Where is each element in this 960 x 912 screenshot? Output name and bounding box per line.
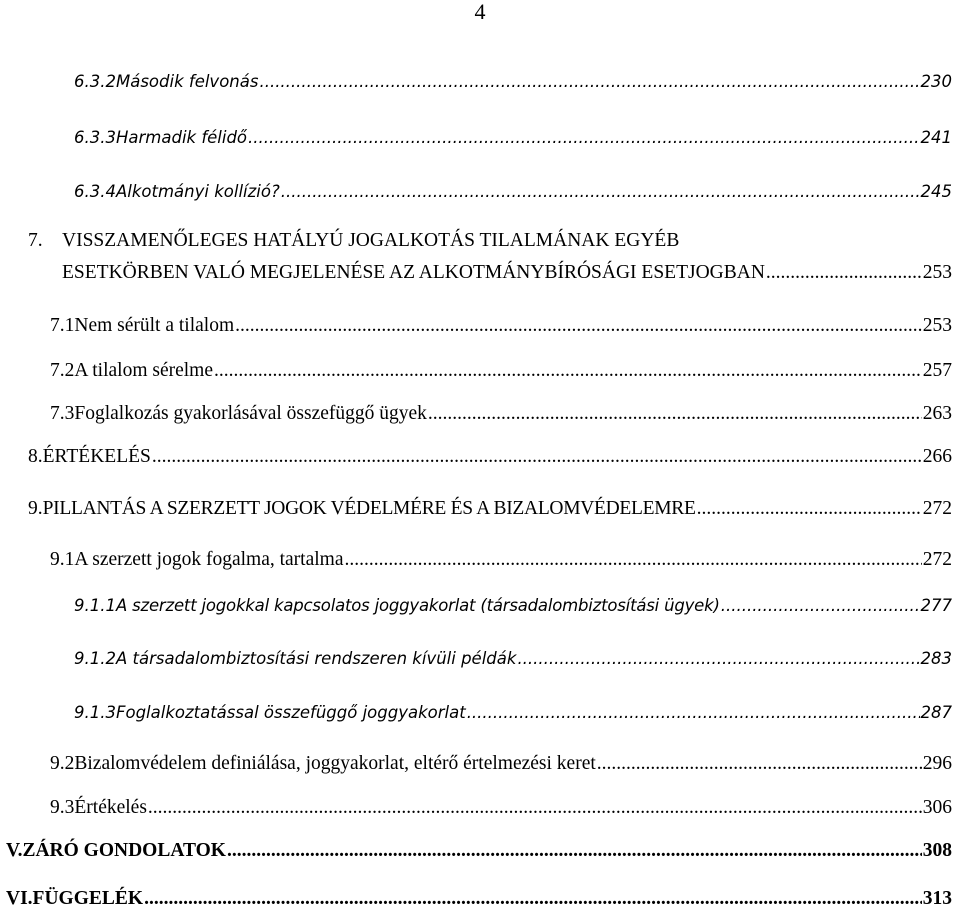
dot-leader [227,840,922,862]
toc-entry[interactable] [0,315,960,337]
toc-page: 306 [922,797,952,818]
toc-entry[interactable] [0,840,960,862]
toc-number: 6.3.2 [74,72,116,91]
toc-page: 253 [922,262,952,283]
toc-number: 9.1.1 [74,596,116,615]
toc-entry-line2[interactable] [0,262,960,284]
toc-page: 266 [922,446,952,467]
dot-leader [597,753,922,775]
dot-leader [248,128,919,147]
toc-page: 263 [922,403,952,424]
toc-entry[interactable] [0,403,960,425]
toc-title: Nem sérült a tilalom [74,315,235,336]
toc-title-continued: ESETKÖRBEN VALÓ MEGJELENÉSE AZ ALKOTMÁNYBÍRÓSÁGI ESETJOGBAN [62,262,765,283]
toc-entry[interactable] [0,797,960,819]
toc-entry[interactable] [0,446,960,468]
toc-number: VI. [6,888,33,909]
toc-title: A szerzett jogokkal kapcsolatos joggyakorlat (társadalombiztosítási ügyek) [115,596,720,615]
toc-entry[interactable] [0,703,960,722]
toc-title: Foglalkozás gyakorlásával összefüggő ügyek [74,403,427,424]
page-number: 4 [474,0,486,24]
dot-leader [467,703,920,722]
toc-page: 277 [920,596,952,615]
toc-page: 257 [922,360,952,381]
toc-entry[interactable] [0,888,960,910]
toc-number: 9.2 [50,753,75,774]
dot-leader [152,446,922,468]
toc-number: 6.3.4 [74,182,116,201]
toc-page: 253 [922,315,952,336]
toc-title: FÜGGELÉK [32,888,144,909]
toc-page: 313 [922,888,952,909]
toc-number: 6.3.3 [74,128,116,147]
toc-entry[interactable] [0,498,960,520]
toc-number: 9.1 [50,549,75,570]
toc-number: V. [6,840,23,861]
toc-page: 230 [920,72,952,91]
toc-title: PILLANTÁS A SZERZETT JOGOK VÉDELMÉRE ÉS A BIZALOMVÉDELEMRE [42,498,696,519]
toc-entry[interactable] [0,360,960,382]
toc-page: 272 [922,498,952,519]
toc-title: ÉRTÉKELÉS [42,446,151,467]
toc-page: 287 [920,703,952,722]
dot-leader [428,403,922,425]
toc-number: 9.1.2 [74,649,116,668]
toc-title: A tilalom sérelme [74,360,214,381]
toc-entry[interactable] [0,596,960,615]
toc-entry[interactable] [0,72,960,91]
toc-number: 7.2 [50,360,75,381]
toc-title: VISSZAMENŐLEGES HATÁLYÚ JOGALKOTÁS TILALMÁNAK EGYÉB [62,230,680,251]
dot-leader [214,360,922,382]
toc-entry[interactable] [0,128,960,147]
toc-number: 7.3 [50,403,75,424]
dot-leader [697,498,922,520]
dot-leader [766,262,922,284]
toc-page: 241 [920,128,952,147]
toc-entry[interactable] [0,649,960,668]
toc-page: 245 [920,182,952,201]
dot-leader [144,888,922,910]
toc-page: 308 [922,840,952,861]
toc-entry[interactable] [0,182,960,201]
toc-number: 8. [28,446,43,467]
toc-title: Foglalkoztatással összefüggő joggyakorlat [115,703,466,722]
toc-number: 9. [28,498,43,519]
dot-leader [235,315,922,337]
toc-title: Harmadik félidő [115,128,248,147]
toc-page: 296 [922,753,952,774]
toc-number: 7.1 [50,315,75,336]
toc-title: ZÁRÓ GONDOLATOK [22,840,226,861]
dot-leader [344,549,921,571]
toc-number: 9.1.3 [74,703,116,722]
toc-title: Bizalomvédelem definiálása, joggyakorlat, eltérő értelmezési keret [74,753,596,774]
toc-entry-line1[interactable] [0,230,960,252]
toc-entry[interactable] [0,753,960,775]
toc-title: A társadalombiztosítási rendszeren kívüli példák [115,649,517,668]
dot-leader [148,797,922,819]
toc-title: Második felvonás [115,72,259,91]
toc-number: 7. [28,230,43,251]
toc-number: 9.3 [50,797,75,818]
dot-leader [259,72,919,91]
toc-page: 283 [920,649,952,668]
toc-title: A szerzett jogok fogalma, tartalma [74,549,344,570]
toc-title: Alkotmányi kollízió? [115,182,280,201]
dot-leader [517,649,919,668]
toc-entry[interactable] [0,549,960,571]
toc-page: 272 [922,549,952,570]
toc-title: Értékelés [74,797,147,818]
dot-leader [281,182,920,201]
dot-leader [721,596,920,615]
